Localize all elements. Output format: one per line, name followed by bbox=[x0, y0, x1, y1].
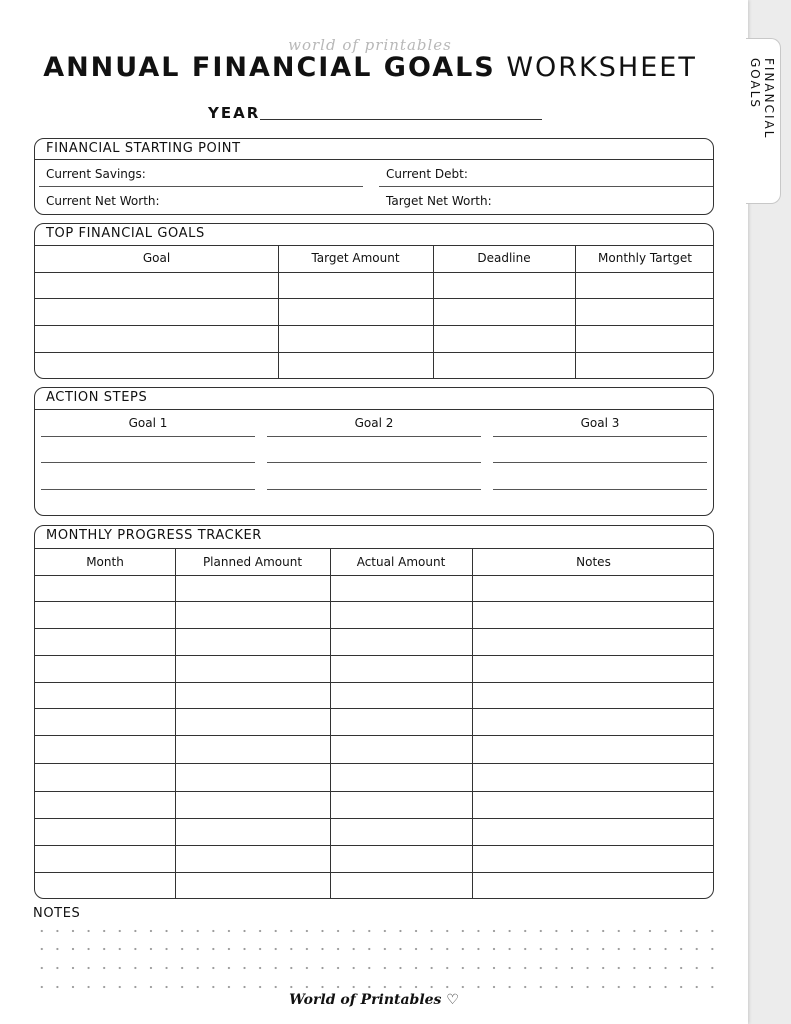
action-steps-section bbox=[34, 387, 714, 516]
notes-title: NOTES bbox=[33, 906, 81, 921]
action-line[interactable] bbox=[493, 489, 707, 490]
action-goal-2: Goal 2 bbox=[354, 416, 394, 430]
table-row[interactable] bbox=[35, 682, 713, 683]
current-savings-label: Current Savings: bbox=[46, 167, 146, 181]
table-row[interactable] bbox=[35, 325, 713, 326]
notes-dot-row[interactable] bbox=[34, 966, 720, 970]
divider bbox=[35, 409, 713, 410]
col-notes: Notes bbox=[576, 555, 611, 569]
year-input-line[interactable] bbox=[260, 119, 542, 120]
table-row[interactable] bbox=[35, 601, 713, 602]
table-row[interactable] bbox=[35, 628, 713, 629]
side-tab-label: FINANCIAL GOALS bbox=[748, 58, 776, 140]
footer-brand-text: World of Printables bbox=[289, 992, 442, 1008]
top-goals-section bbox=[34, 223, 714, 379]
col-actual-amount: Actual Amount bbox=[356, 555, 446, 569]
table-row[interactable] bbox=[35, 655, 713, 656]
action-line[interactable] bbox=[41, 489, 255, 490]
progress-tracker-section bbox=[34, 525, 714, 899]
table-row[interactable] bbox=[35, 791, 713, 792]
divider bbox=[35, 159, 713, 160]
action-line[interactable] bbox=[267, 462, 481, 463]
table-row[interactable] bbox=[35, 575, 713, 576]
col-goal: Goal bbox=[142, 251, 171, 265]
col-deadline: Deadline bbox=[477, 251, 531, 265]
table-row[interactable] bbox=[35, 298, 713, 299]
title-bold: ANNUAL FINANCIAL GOALS bbox=[43, 52, 496, 83]
table-row[interactable] bbox=[35, 763, 713, 764]
col-month: Month bbox=[86, 555, 124, 569]
col-monthly-target: Monthly Tartget bbox=[598, 251, 692, 265]
col-planned-amount: Planned Amount bbox=[202, 555, 303, 569]
page-title bbox=[0, 52, 740, 83]
footer-brand bbox=[0, 992, 748, 1008]
title-light: WORKSHEET bbox=[506, 52, 697, 83]
target-net-worth-label: Target Net Worth: bbox=[386, 194, 492, 208]
table-row[interactable] bbox=[35, 272, 713, 273]
action-line[interactable] bbox=[493, 436, 707, 437]
divider bbox=[35, 548, 713, 549]
notes-dot-row[interactable] bbox=[34, 929, 720, 933]
action-line[interactable] bbox=[267, 436, 481, 437]
section-title: TOP FINANCIAL GOALS bbox=[46, 226, 205, 241]
current-debt-field[interactable] bbox=[379, 186, 713, 187]
notes-dot-row[interactable] bbox=[34, 947, 720, 951]
notes-dot-row[interactable] bbox=[34, 985, 720, 989]
table-row[interactable] bbox=[35, 708, 713, 709]
action-line[interactable] bbox=[493, 462, 707, 463]
action-line[interactable] bbox=[267, 489, 481, 490]
section-title: FINANCIAL STARTING POINT bbox=[46, 141, 241, 156]
action-line[interactable] bbox=[41, 462, 255, 463]
starting-point-section bbox=[34, 138, 714, 215]
table-row[interactable] bbox=[35, 872, 713, 873]
table-row[interactable] bbox=[35, 735, 713, 736]
current-debt-label: Current Debt: bbox=[386, 167, 468, 181]
action-line[interactable] bbox=[41, 436, 255, 437]
col-target-amount: Target Amount bbox=[311, 251, 400, 265]
current-net-worth-label: Current Net Worth: bbox=[46, 194, 160, 208]
table-row[interactable] bbox=[35, 845, 713, 846]
action-goal-3: Goal 3 bbox=[580, 416, 620, 430]
action-goal-1: Goal 1 bbox=[128, 416, 168, 430]
table-row[interactable] bbox=[35, 352, 713, 353]
section-title: MONTHLY PROGRESS TRACKER bbox=[46, 528, 262, 543]
table-row[interactable] bbox=[35, 818, 713, 819]
current-savings-field[interactable] bbox=[39, 186, 363, 187]
brand-watermark: world of printables bbox=[288, 36, 452, 54]
divider bbox=[35, 245, 713, 246]
heart-icon: ♡ bbox=[446, 992, 459, 1008]
year-label: YEAR bbox=[208, 104, 261, 122]
section-title: ACTION STEPS bbox=[46, 390, 148, 405]
